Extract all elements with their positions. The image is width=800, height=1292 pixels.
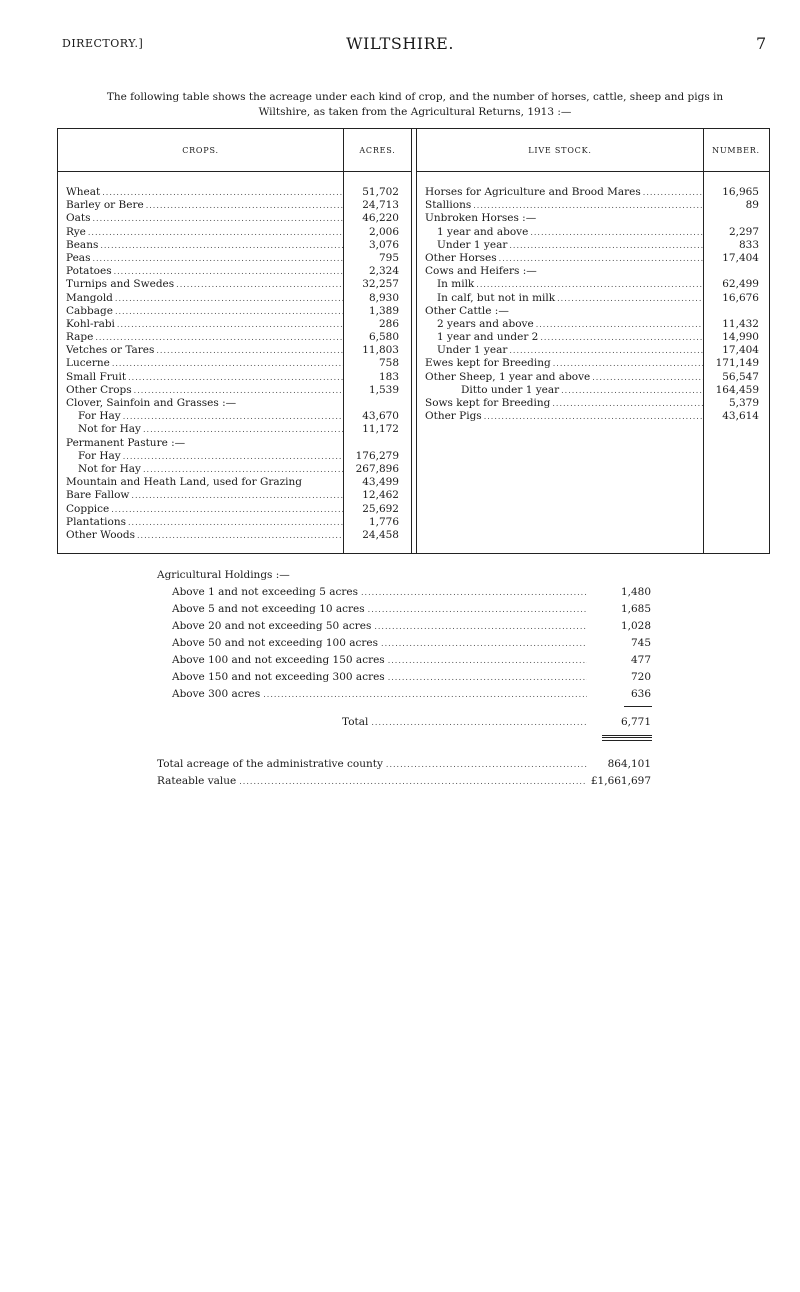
holding-label: Above 100 and not exceeding 150 acres <box>172 654 385 666</box>
live-stock-row-label <box>417 410 703 423</box>
crop-item-label: For Hay <box>78 449 121 462</box>
live-stock-item-label: 1 year and under 2 <box>437 331 539 344</box>
live-stock-item-label: Sows kept for Breeding <box>425 397 551 409</box>
leader-dots <box>88 226 343 239</box>
crop-item-value: 32,257 <box>362 278 399 291</box>
crop-item-label: Wheat <box>66 186 101 198</box>
leader-dots <box>386 756 587 773</box>
leader-dots <box>114 265 343 278</box>
holding-value: 1,480 <box>620 586 651 598</box>
live-stock-header: LIVE STOCK. <box>417 129 703 172</box>
crop-item-value: 183 <box>378 370 399 383</box>
crop-item-value: 24,458 <box>362 528 399 541</box>
summary-row <box>157 773 657 790</box>
live-stock-item-label: 1 year and above <box>437 225 529 238</box>
crop-row-label <box>58 331 343 344</box>
live-stock-row-label <box>417 226 703 239</box>
live-stock-item-value: 833 <box>738 238 759 251</box>
leader-dots <box>123 450 343 463</box>
leader-dots <box>263 686 587 703</box>
number-column <box>703 129 769 553</box>
live-stock-row-label <box>417 305 703 318</box>
holding-value: 745 <box>630 637 651 649</box>
holding-label: Above 5 and not exceeding 10 acres <box>172 603 365 615</box>
leader-dots <box>92 252 343 265</box>
intro-line-1: The following table shows the acreage under each kind of crop, and the number of horses, cattle, sheep and pigs in <box>106 91 724 103</box>
leader-dots <box>123 410 343 423</box>
crop-row-label <box>58 357 343 370</box>
crop-item-label: Barley or Bere <box>66 199 144 212</box>
summary-value: 864,101 <box>607 758 651 770</box>
live-stock-row-label <box>417 292 703 305</box>
crop-item-value: 286 <box>378 317 399 330</box>
crop-item-value: 43,670 <box>362 410 399 423</box>
live-stock-row-label <box>417 278 703 291</box>
leader-dots <box>388 669 587 686</box>
crop-item-value: 2,006 <box>368 225 399 238</box>
crops-header: CROPS. <box>58 129 343 172</box>
live-stock-row-label <box>417 265 703 278</box>
leader-dots <box>530 226 703 239</box>
crop-item-label: Oats <box>66 212 91 225</box>
crop-item-value: 43,499 <box>362 476 399 489</box>
leader-dots <box>176 278 343 291</box>
crop-item-label: Kohl-rabi <box>66 317 115 330</box>
page-title: WILTSHIRE. <box>346 34 454 53</box>
leader-dots <box>92 212 343 225</box>
leader-dots <box>146 199 343 212</box>
crop-row-label <box>58 186 343 199</box>
leader-dots <box>484 410 703 423</box>
crop-item-value: 2,324 <box>368 265 399 278</box>
live-stock-item-value: 171,149 <box>715 357 759 370</box>
crop-item-label: Other Woods <box>66 528 135 541</box>
crop-item-value: 758 <box>378 357 399 370</box>
leader-dots <box>100 239 343 252</box>
leader-dots <box>361 584 587 601</box>
live-stock-label-list <box>417 172 703 423</box>
holding-label: Above 20 and not exceeding 50 acres <box>172 620 372 632</box>
crop-item-value: 1,539 <box>368 383 399 396</box>
live-stock-item-value <box>703 305 769 318</box>
crop-item-label: Not for Hay <box>78 423 141 436</box>
crop-row-label <box>58 292 343 305</box>
crop-item-label: Rape <box>66 331 94 344</box>
crop-row-label <box>58 437 343 450</box>
holding-value: 477 <box>630 654 651 666</box>
crop-item-value: 24,713 <box>362 199 399 212</box>
crop-item-value: 1,389 <box>368 304 399 317</box>
live-stock-item-value: 16,965 <box>722 186 759 198</box>
crop-row-label <box>58 397 343 410</box>
crop-item-value: 51,702 <box>362 186 399 198</box>
live-stock-item-value: 16,676 <box>722 291 759 304</box>
live-stock-column <box>416 129 704 553</box>
running-header-left: DIRECTORY.] <box>62 37 144 50</box>
holding-value: 1,685 <box>620 603 651 615</box>
holdings-total-label: Total <box>342 716 369 728</box>
crop-item-value: 8,930 <box>368 291 399 304</box>
summary-row <box>157 756 657 773</box>
crop-item-label: Other Crops <box>66 383 132 396</box>
crop-row-label <box>58 529 343 542</box>
leader-dots <box>592 371 703 384</box>
crop-item-value: 176,279 <box>355 449 399 462</box>
county-summary <box>157 756 657 790</box>
live-stock-item-label: Under 1 year <box>437 238 508 251</box>
crop-row-label <box>58 450 343 463</box>
leader-dots <box>536 318 703 331</box>
live-stock-item-label: In milk <box>437 278 475 291</box>
live-stock-row-label <box>417 239 703 252</box>
live-stock-item-value: 17,404 <box>722 344 759 357</box>
live-stock-item-value: 43,614 <box>722 410 759 423</box>
leader-dots <box>473 199 703 212</box>
crops-column <box>58 129 344 553</box>
crop-row-label <box>58 503 343 516</box>
crop-item-label: Plantations <box>66 515 126 528</box>
holdings-title: Agricultural Holdings :— <box>157 569 290 581</box>
live-stock-row-label <box>417 252 703 265</box>
holding-label: Above 150 and not exceeding 300 acres <box>172 671 385 683</box>
crop-item-label: Coppice <box>66 502 110 515</box>
holding-row <box>157 635 657 652</box>
crop-item-value: 1,776 <box>368 515 399 528</box>
leader-dots <box>561 384 703 397</box>
crop-row-label <box>58 423 343 436</box>
holding-row <box>157 584 657 601</box>
crop-row-label <box>58 463 343 476</box>
leader-dots <box>368 601 587 618</box>
holding-label: Above 300 acres <box>172 688 261 700</box>
live-stock-item-label: 2 years and above <box>437 317 534 330</box>
leader-dots <box>156 344 343 357</box>
live-stock-item-label: Ewes kept for Breeding <box>425 357 551 370</box>
crops-label-list <box>58 172 343 542</box>
live-stock-item-label: Other Sheep, 1 year and above <box>425 370 591 383</box>
crop-row-label <box>58 265 343 278</box>
live-stock-item-label: Ditto under 1 year <box>461 383 560 396</box>
leader-dots <box>499 252 703 265</box>
crop-row-label <box>58 371 343 384</box>
leader-dots <box>509 239 703 252</box>
leader-dots <box>388 652 587 669</box>
acres-column <box>344 129 412 553</box>
live-stock-row-label <box>417 384 703 397</box>
number-header: NUMBER. <box>703 129 769 172</box>
crop-item-value: 6,580 <box>368 331 399 344</box>
crop-item-label: Small Fruit <box>66 370 127 383</box>
crop-item-label: Mountain and Heath Land, used for Grazing <box>66 476 302 489</box>
holding-label-cell <box>157 635 587 652</box>
live-stock-item-value: 14,990 <box>722 331 759 344</box>
crop-row-label <box>58 199 343 212</box>
holding-row <box>157 686 657 703</box>
intro-paragraph <box>55 90 775 120</box>
leader-dots <box>381 635 587 652</box>
leader-dots <box>540 331 703 344</box>
live-stock-item-label: In calf, but not in milk <box>437 291 556 304</box>
leader-dots <box>112 357 343 370</box>
live-stock-item-value: 11,432 <box>722 317 759 330</box>
crop-item-label: Not for Hay <box>78 462 141 475</box>
live-stock-row-label <box>417 397 703 410</box>
crop-item-value: 25,692 <box>362 502 399 515</box>
leader-dots <box>131 489 343 502</box>
crop-item-label: Potatoes <box>66 265 112 278</box>
leader-dots <box>102 186 343 199</box>
live-stock-item-label: Other Cattle :— <box>425 304 509 317</box>
crop-item-label: Permanent Pasture :— <box>66 436 186 449</box>
crop-row-label <box>58 516 343 529</box>
crop-item-label: Peas <box>66 251 91 264</box>
crop-row-label <box>58 318 343 331</box>
leader-dots <box>117 318 343 331</box>
holding-label-cell <box>157 584 587 601</box>
crop-item-label: Cabbage <box>66 304 113 317</box>
live-stock-item-value: 17,404 <box>722 251 759 264</box>
leader-dots <box>143 423 343 436</box>
holdings-list <box>157 584 657 703</box>
summary-label-cell <box>157 756 587 773</box>
leader-dots <box>643 186 703 199</box>
holding-value: 636 <box>630 688 651 700</box>
crop-item-label: Beans <box>66 238 99 251</box>
live-stock-item-value: 5,379 <box>728 397 759 409</box>
crop-item-label: Clover, Sainfoin and Grasses :— <box>66 397 237 409</box>
crop-item-value: 267,896 <box>355 462 399 475</box>
holding-label-cell <box>157 601 587 618</box>
leader-dots <box>115 292 343 305</box>
holding-label-cell <box>157 652 587 669</box>
live-stock-item-label: Unbroken Horses :— <box>425 212 537 225</box>
intro-line-2: Wiltshire, as taken from the Agricultural Returns, 1913 :— <box>258 106 572 118</box>
leader-dots <box>128 516 343 529</box>
crop-row-label <box>58 239 343 252</box>
leader-dots <box>552 397 703 410</box>
live-stock-item-value: 56,547 <box>722 370 759 383</box>
crop-item-label: Mangold <box>66 291 113 304</box>
live-stock-row-label <box>417 318 703 331</box>
leader-dots <box>553 357 703 370</box>
live-stock-item-value <box>703 265 769 278</box>
leader-dots <box>143 463 343 476</box>
live-stock-item-label: Cows and Heifers :— <box>425 265 537 278</box>
acres-value-list <box>344 172 411 542</box>
crop-row-label <box>58 476 343 489</box>
agricultural-holdings <box>157 567 657 703</box>
number-value-list <box>703 172 769 423</box>
live-stock-row-label <box>417 371 703 384</box>
crop-row-label <box>58 252 343 265</box>
holding-label: Above 50 and not exceeding 100 acres <box>172 637 379 649</box>
crop-item-value <box>344 397 411 410</box>
crop-row-label <box>58 278 343 291</box>
total-double-rule <box>602 735 652 741</box>
live-stock-item-value: 62,499 <box>722 278 759 291</box>
live-stock-row-label <box>417 357 703 370</box>
holding-value: 720 <box>630 671 651 683</box>
leader-dots <box>115 305 343 318</box>
crop-item-value: 11,803 <box>362 344 399 357</box>
holding-row <box>157 669 657 686</box>
live-stock-row-label <box>417 331 703 344</box>
crop-item-label: Vetches or Tares <box>66 344 155 357</box>
summary-label-cell <box>157 773 587 790</box>
holding-row <box>157 601 657 618</box>
leader-dots <box>371 714 587 731</box>
crop-item-value: 11,172 <box>362 423 399 436</box>
leader-dots <box>374 618 587 635</box>
live-stock-row-label <box>417 199 703 212</box>
holding-row <box>157 652 657 669</box>
crop-row-label <box>58 410 343 423</box>
crop-item-label: Bare Fallow <box>66 489 130 502</box>
live-stock-item-value <box>703 212 769 225</box>
leader-dots <box>509 344 703 357</box>
leader-dots <box>557 292 703 305</box>
crop-row-label <box>58 305 343 318</box>
live-stock-item-label: Other Horses <box>425 251 497 264</box>
crop-item-value: 795 <box>378 251 399 264</box>
crop-item-label: Turnips and Swedes <box>66 278 175 291</box>
crop-row-label <box>58 226 343 239</box>
leader-dots <box>95 331 343 344</box>
leader-dots <box>476 278 703 291</box>
live-stock-row-label <box>417 186 703 199</box>
crop-row-label <box>58 489 343 502</box>
live-stock-row-label <box>417 212 703 225</box>
summary-label: Total acreage of the administrative county <box>157 758 383 770</box>
crop-item-label: For Hay <box>78 410 121 423</box>
crop-item-value <box>344 437 411 450</box>
live-stock-item-label: Under 1 year <box>437 344 508 357</box>
crop-item-label: Lucerne <box>66 357 110 370</box>
acres-header: ACRES. <box>344 129 411 172</box>
live-stock-row-label <box>417 344 703 357</box>
leader-dots <box>134 384 343 397</box>
total-rule <box>624 706 652 707</box>
holding-value: 1,028 <box>620 620 651 632</box>
summary-label: Rateable value <box>157 775 237 787</box>
live-stock-item-label: Stallions <box>425 199 472 212</box>
live-stock-item-value: 2,297 <box>728 225 759 238</box>
leader-dots <box>239 773 587 790</box>
page-number: 7 <box>756 34 767 53</box>
leader-dots <box>137 529 343 542</box>
crop-row-label <box>58 212 343 225</box>
crop-item-label: Rye <box>66 225 86 238</box>
holding-row <box>157 618 657 635</box>
leader-dots <box>128 371 343 384</box>
holdings-total-value: 6,771 <box>620 716 651 728</box>
leader-dots <box>111 503 343 516</box>
holdings-total-row <box>157 714 657 731</box>
live-stock-item-label: Horses for Agriculture and Brood Mares <box>425 186 641 198</box>
crop-item-value: 46,220 <box>362 212 399 225</box>
crop-item-value: 3,076 <box>368 238 399 251</box>
holding-label-cell <box>157 686 587 703</box>
live-stock-item-value: 89 <box>745 199 759 212</box>
holding-label-cell <box>157 618 587 635</box>
summary-value: £1,661,697 <box>590 775 651 787</box>
crop-item-value: 12,462 <box>362 489 399 502</box>
live-stock-item-label: Other Pigs <box>425 410 482 423</box>
crop-row-label <box>58 344 343 357</box>
returns-table <box>57 128 770 554</box>
live-stock-item-value: 164,459 <box>715 383 759 396</box>
holding-label-cell <box>157 669 587 686</box>
holding-label: Above 1 and not exceeding 5 acres <box>172 586 358 598</box>
crop-row-label <box>58 384 343 397</box>
